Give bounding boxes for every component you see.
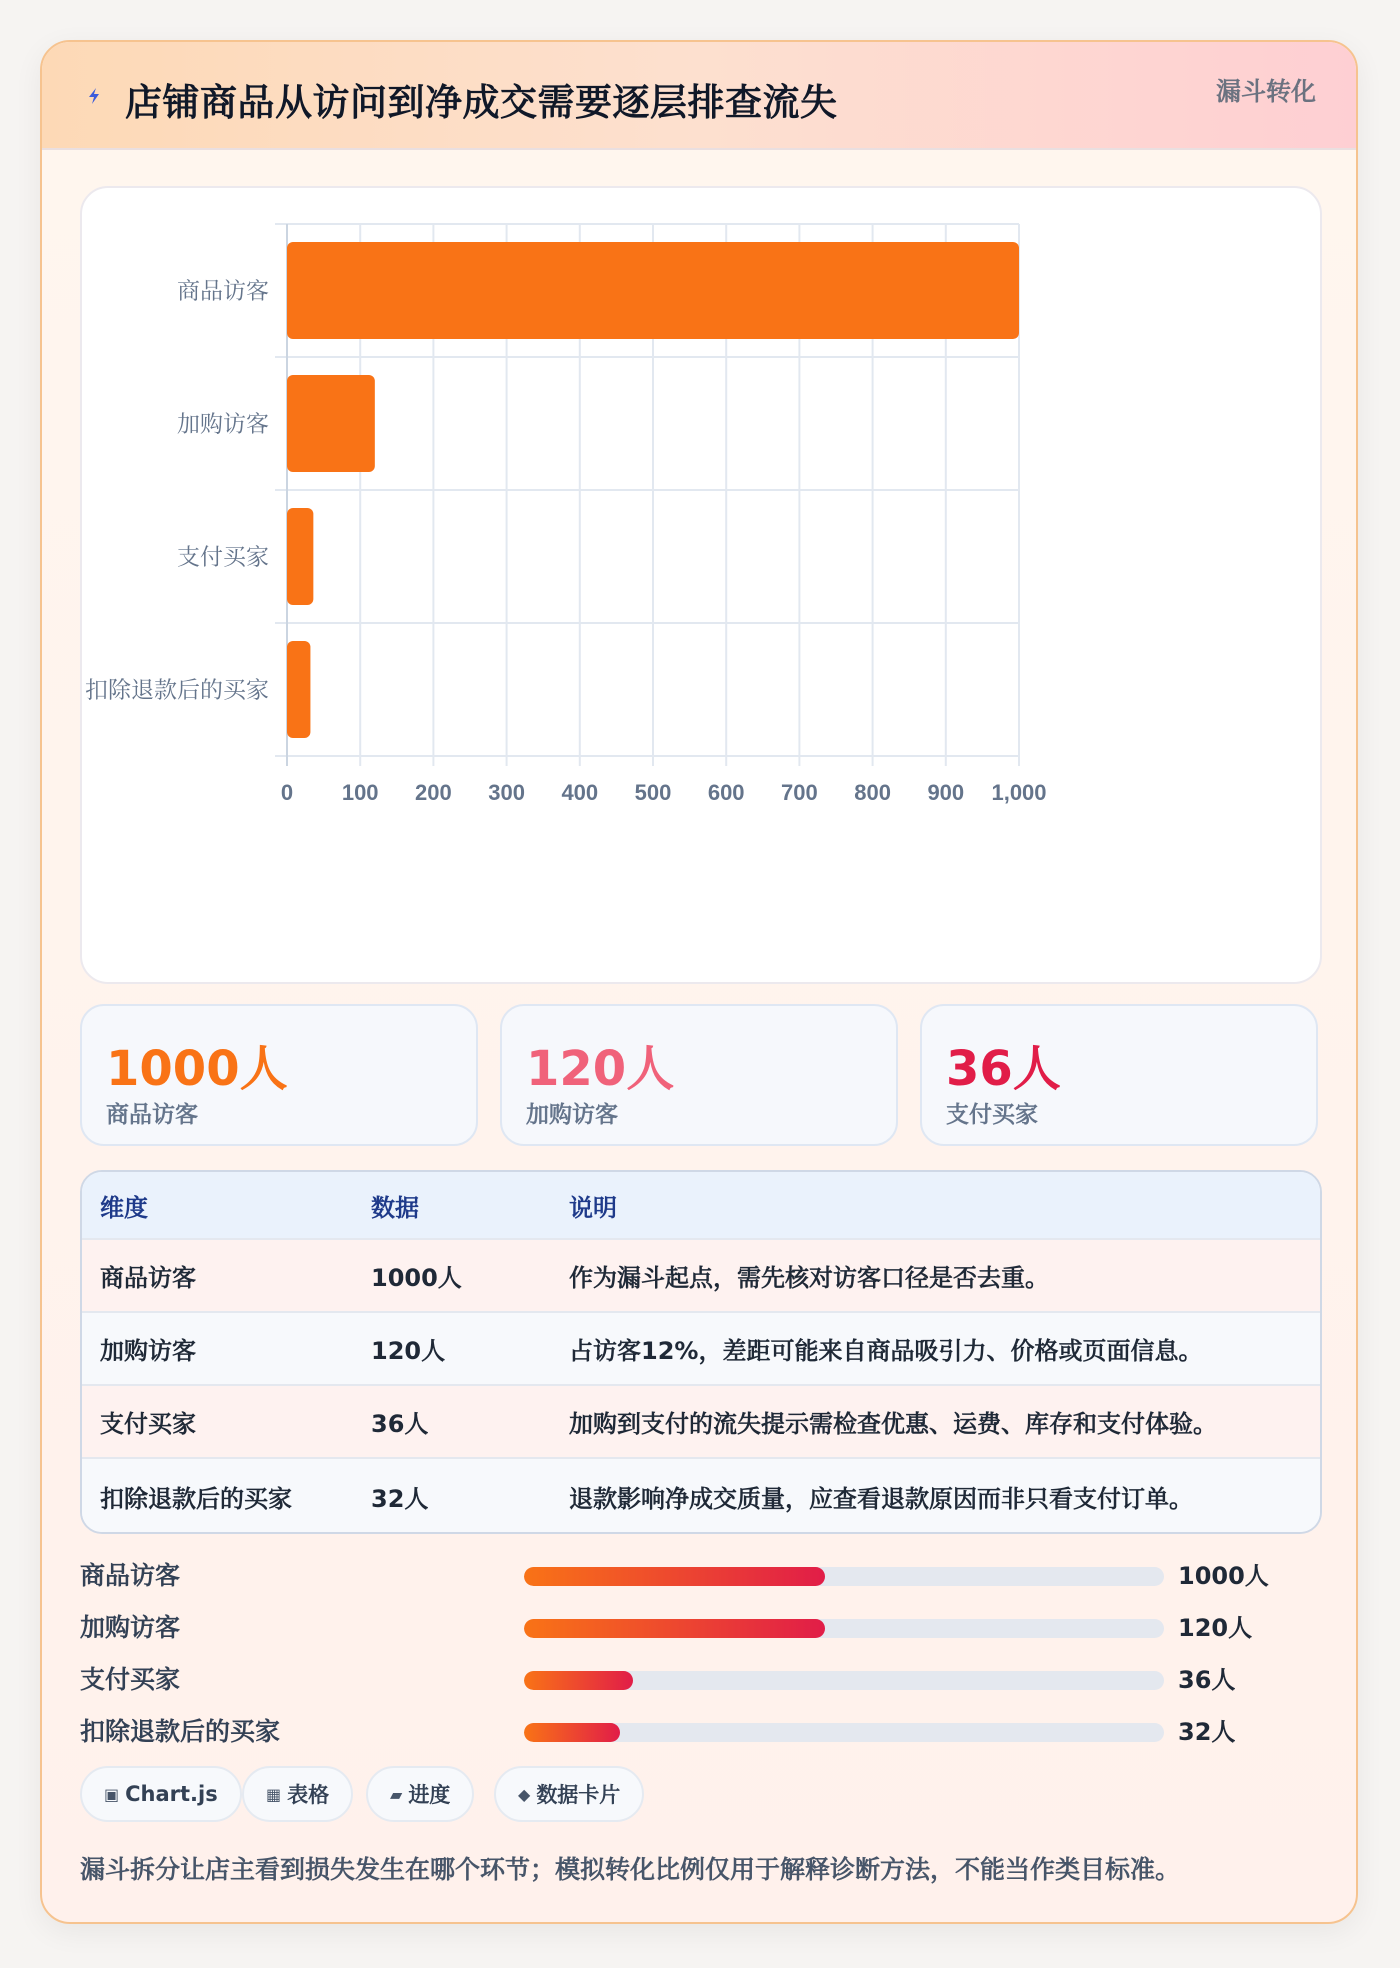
progress-fill: [524, 1619, 825, 1638]
funnel-card: [40, 40, 1358, 1924]
progress-label: 商品访客: [80, 1561, 181, 1590]
bar-1: [287, 242, 1019, 339]
table-cell: 作为漏斗起点，需先核对访客口径是否去重。: [569, 1264, 1049, 1292]
table-icon: ▦: [266, 1784, 282, 1804]
table-cell: 扣除退款后的买家: [100, 1485, 292, 1513]
x-tick-label: 800: [854, 780, 891, 805]
progress-track: [524, 1619, 1164, 1638]
progress-row: [80, 1663, 1330, 1697]
progress-value: 36人: [1178, 1666, 1236, 1694]
footnote: 漏斗拆分让店主看到损失发生在哪个环节；模拟转化比例仅用于解释诊断方法，不能当作类目标准。: [80, 1855, 1181, 1884]
x-tick-label: 700: [781, 780, 818, 805]
x-tick-label: 0: [280, 780, 294, 805]
table-cell: 32人: [371, 1485, 429, 1513]
category-label: 支付买家: [177, 544, 269, 571]
table-cell: 36人: [371, 1410, 429, 1438]
progress-row: [80, 1611, 1330, 1645]
table-cell: 120人: [371, 1337, 446, 1365]
x-tick-label: 200: [415, 780, 452, 805]
bar-4: [287, 641, 310, 738]
chip-label: 表格: [287, 1783, 330, 1807]
table-cell: 支付买家: [100, 1410, 196, 1438]
progress-row: [80, 1559, 1330, 1593]
stat-card-buyers: [920, 1004, 1318, 1146]
x-tick-label: 100: [341, 780, 379, 805]
table-header-cell: 说明: [569, 1193, 617, 1222]
table-header-row: [82, 1172, 1320, 1240]
stat-label: 加购访客: [526, 1102, 618, 1128]
chart-icon: ▣: [104, 1784, 120, 1804]
category-label: 商品访客: [177, 278, 269, 305]
card-header: [42, 42, 1356, 150]
progress-track: [524, 1671, 1164, 1690]
progress-track: [524, 1567, 1164, 1586]
table-cell: 加购访客: [100, 1337, 196, 1365]
progress-fill: [524, 1567, 825, 1586]
funnel-bar-chart: [82, 188, 1324, 986]
category-label: 扣除退款后的买家: [85, 677, 269, 704]
progress-label: 扣除退款后的买家: [80, 1717, 281, 1746]
table-header-cell: 维度: [100, 1193, 148, 1222]
data-card-icon: ◆: [518, 1784, 531, 1804]
stat-value: 36人: [946, 1041, 1061, 1097]
bar-2: [287, 375, 375, 472]
lightning-icon: [84, 86, 104, 106]
chip-data-card[interactable]: [494, 1766, 644, 1822]
table-row: [82, 1386, 1320, 1459]
x-tick-label: 1,000: [991, 780, 1047, 805]
table-row: [82, 1313, 1320, 1386]
progress-value: 120人: [1178, 1614, 1253, 1642]
x-tick-label: 300: [488, 780, 525, 805]
progress-value: 32人: [1178, 1718, 1236, 1746]
chip-label: Chart.js: [125, 1782, 218, 1806]
table-row: [82, 1459, 1320, 1534]
stat-label: 商品访客: [106, 1102, 198, 1128]
table-row: [82, 1240, 1320, 1313]
x-tick-label: 900: [927, 780, 965, 805]
stat-card-visitors: [80, 1004, 478, 1146]
stat-value: 120人: [526, 1041, 675, 1097]
chip-label: 进度: [408, 1783, 451, 1807]
chip-chartjs[interactable]: [80, 1766, 242, 1822]
progress-label: 支付买家: [80, 1665, 181, 1694]
stat-card-cart: [500, 1004, 898, 1146]
progress-row: [80, 1715, 1330, 1749]
table-cell: 1000人: [371, 1264, 462, 1292]
page-title: 店铺商品从访问到净成交需要逐层排查流失: [125, 81, 838, 124]
table-header-cell: 数据: [371, 1193, 419, 1222]
header-tag: 漏斗转化: [1215, 77, 1316, 106]
chip-progress[interactable]: [366, 1766, 474, 1822]
table-cell: 退款影响净成交质量，应查看退款原因而非只看支付订单。: [569, 1485, 1193, 1513]
table-cell: 商品访客: [100, 1264, 196, 1292]
category-label: 加购访客: [177, 411, 269, 438]
progress-fill: [524, 1671, 633, 1690]
x-tick-label: 400: [561, 780, 599, 805]
progress-track: [524, 1723, 1164, 1742]
progress-value: 1000人: [1178, 1562, 1269, 1590]
funnel-chart: [80, 186, 1322, 984]
stat-label: 支付买家: [946, 1102, 1038, 1128]
progress-icon: ▰: [390, 1784, 403, 1804]
progress-fill: [524, 1723, 620, 1742]
progress-label: 加购访客: [80, 1613, 181, 1642]
chip-table[interactable]: [242, 1766, 353, 1822]
bar-3: [287, 508, 313, 605]
chip-label: 数据卡片: [536, 1783, 621, 1807]
x-tick-label: 500: [634, 780, 672, 805]
table-cell: 加购到支付的流失提示需检查优惠、运费、库存和支付体验。: [569, 1410, 1217, 1438]
funnel-table: [80, 1170, 1322, 1534]
x-tick-label: 600: [707, 780, 745, 805]
stat-value: 1000人: [106, 1041, 288, 1097]
table-cell: 占访客12%，差距可能来自商品吸引力、价格或页面信息。: [569, 1337, 1203, 1365]
